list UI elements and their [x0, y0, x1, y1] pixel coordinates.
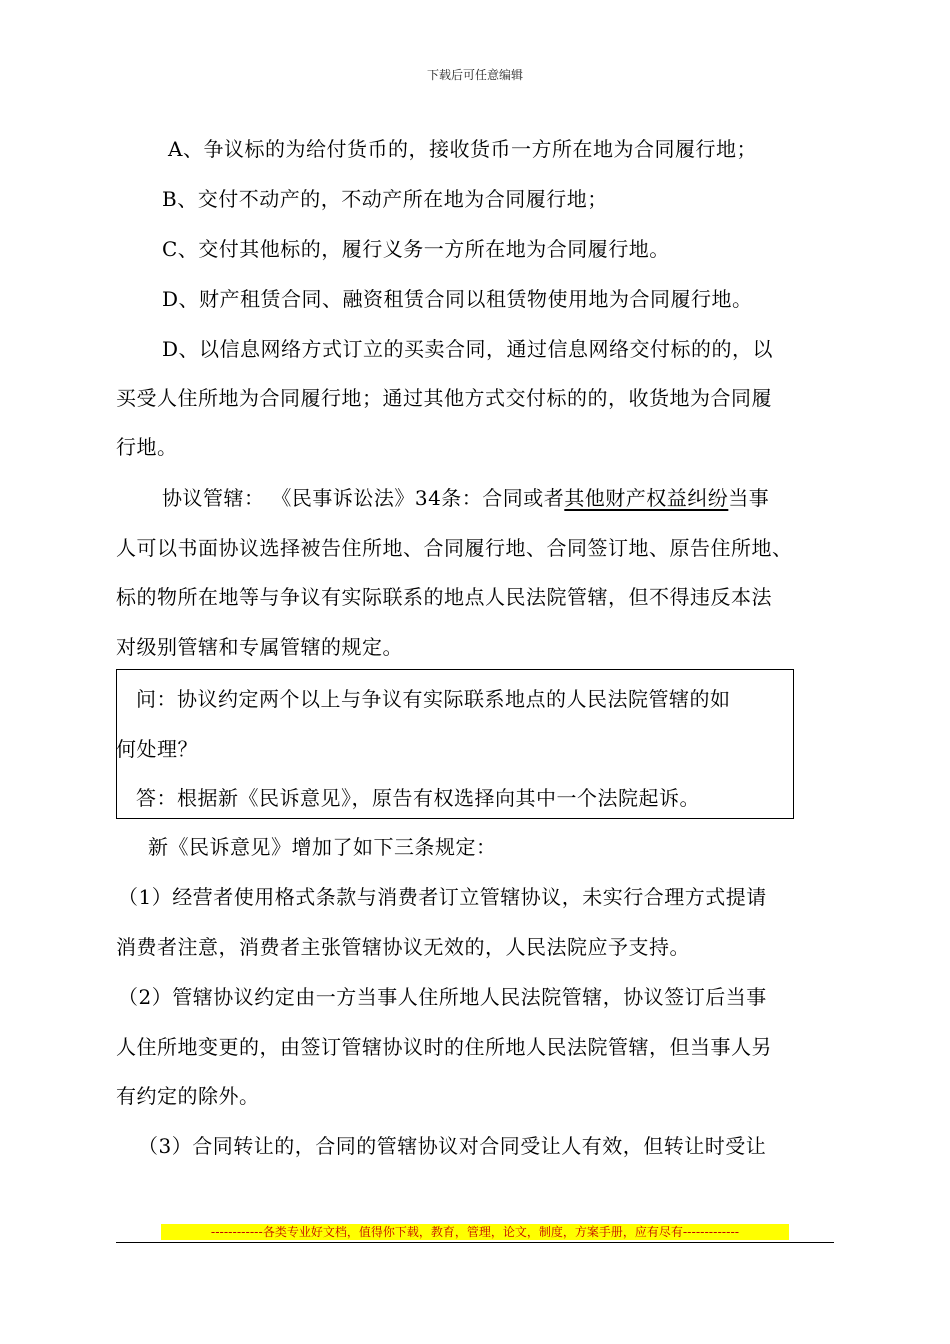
rule1-line2: 消费者注意，消费者主张管辖协议无效的，人民法院应予支持。 — [116, 935, 690, 959]
paragraph-d2-line3: 行地。 — [116, 435, 178, 459]
agreement-line4: 对级别管辖和专属管辖的规定。 — [116, 635, 403, 659]
paragraph-b: B、交付不动产的，不动产所在地为合同履行地； — [162, 187, 608, 211]
paragraph-d2-line1: D、以信息网络方式订立的买卖合同，通过信息网络交付标的的，以 — [162, 337, 774, 361]
page-header: 下载后可任意编辑 — [426, 68, 523, 82]
paragraph-d2-line2: 买受人住所地为合同履行地；通过其他方式交付标的的，收货地为合同履 — [116, 386, 772, 410]
underlined-term: 其他财产权益纠纷 — [564, 486, 729, 510]
footer-divider — [116, 1242, 834, 1243]
paragraph-a: A、争议标的为给付货币的，接收货币一方所在地为合同履行地； — [168, 137, 757, 161]
agreement-line2: 人可以书面协议选择被告住所地、合同履行地、合同签订地、原告住所地、 — [116, 536, 793, 560]
footer-banner: ------------各类专业好文档，值得你下载，教育，管理，论文，制度，方案手册，应有尽有------------- — [161, 1224, 789, 1240]
rule1-line1: （1）经营者使用格式条款与消费者订立管辖协议，未实行合理方式提请 — [118, 885, 767, 909]
question-line1: 问：协议约定两个以上与争议有实际联系地点的人民法院管辖的如 — [136, 687, 731, 711]
agreement-line1 — [162, 485, 769, 511]
agreement-line3: 标的物所在地等与争议有实际联系的地点人民法院管辖，但不得违反本法 — [116, 585, 772, 609]
agreement-suffix: 当事 — [728, 486, 770, 510]
question-line2: 何处理？ — [116, 737, 198, 761]
paragraph-d1: D、财产租赁合同、融资租赁合同以租赁物使用地为合同履行地。 — [162, 287, 753, 311]
rule2-line1: （2）管辖协议约定由一方当事人住所地人民法院管辖，协议签订后当事 — [118, 985, 767, 1009]
paragraph-c: C、交付其他标的，履行义务一方所在地为合同履行地。 — [162, 237, 670, 261]
rule2-line3: 有约定的除外。 — [116, 1084, 260, 1108]
agreement-prefix: 协议管辖： 《民事诉讼法》34条：合同或者 — [162, 486, 565, 510]
rule3-line1: （3）合同转让的，合同的管辖协议对合同受让人有效，但转让时受让 — [138, 1134, 767, 1158]
answer-line: 答：根据新《民诉意见》，原告有权选择向其中一个法院起诉。 — [136, 786, 700, 810]
rules-intro: 新《民诉意见》增加了如下三条规定： — [148, 835, 497, 859]
rule2-line2: 人住所地变更的，由签订管辖协议时的住所地人民法院管辖，但当事人另 — [116, 1035, 772, 1059]
